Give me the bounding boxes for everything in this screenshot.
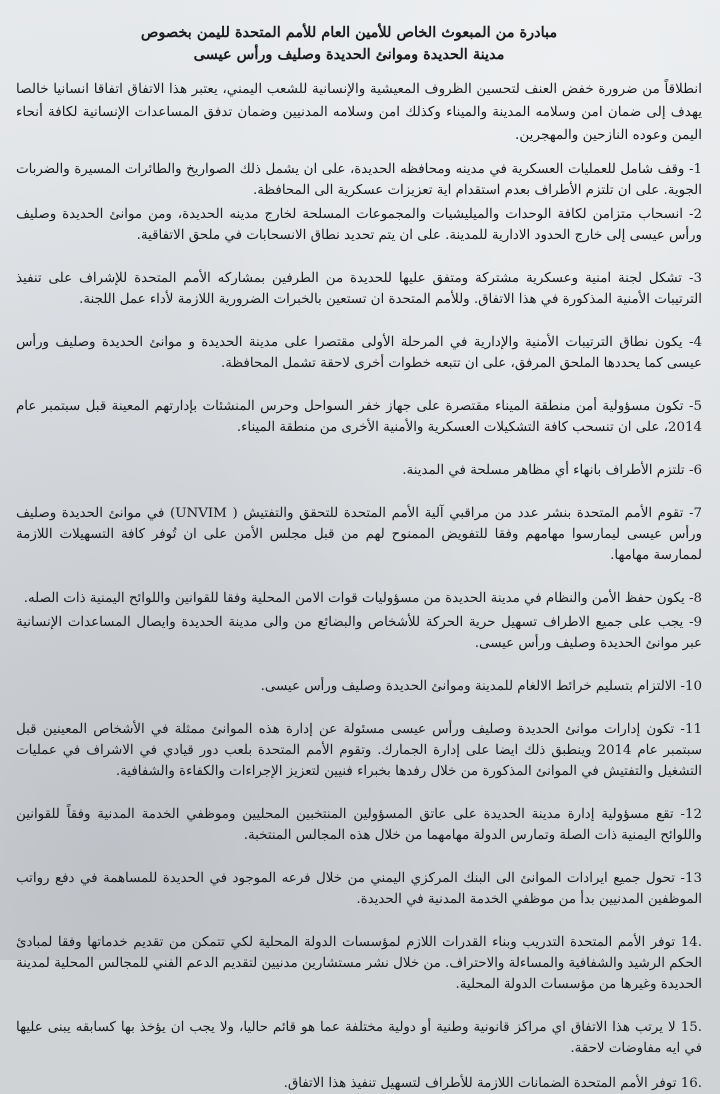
item-number: 8-	[688, 591, 702, 606]
item-text: توفر الأمم المتحدة الضمانات اللازمة للأطراف لتسهيل تنفيذ هذا الاتفاق.	[283, 1076, 677, 1091]
item-6	[16, 460, 702, 481]
item-number: 12-	[680, 807, 702, 822]
item-1	[16, 159, 702, 201]
item-text: تكون إدارات موانئ الحديدة وصليف ورأس عيسى مسئولة عن إدارة هذه الموانئ ممثلة في الأشخاص المعينين قبل سبتمبر عام 2014 وينطبق ذلك ايضا على إدارة الجمارك. وتقوم الأمم المتحدة بلعب دور قيادي في الاشراف في عمليات التشغيل والتفتيش في الموانئ المذكورة من خلال رفدها بخبراء فنيين لتعزيز الإجراءات والكفاءة والشفافية.	[16, 722, 702, 779]
item-12	[16, 804, 702, 846]
item-number: 2-	[688, 207, 702, 222]
item-number: 9-	[688, 615, 702, 630]
item-text: يجب على جميع الاطراف تسهيل حرية الحركة للأشخاص والبضائع من والى مدينة الحديدة وايصال المساعدات الإنسانية عبر موانئ الحديدة وصليف ورأس عيسى.	[16, 615, 702, 651]
item-text: توفر الأمم المتحدة التدريب وبناء القدرات اللازم لمؤسسات الدولة المحلية لكي تتمكن من تقديم خدماتها وفقا لمبادئ الحكم الرشيد والشفافية والمساءلة والاحتراف. من خلال نشر مستشارين مدنيين لتقديم الدعم الفني للمجالس المحلية لمدينة الحديدة وغيرها من مؤسسات الدولة المحلية.	[16, 935, 702, 992]
item-text: لا يرتب هذا الاتفاق اي مراكز قانونية وطنية أو دولية مختلفة عما هو قائم حاليا، ولا يجب ان يؤخذ بها كسابقه يبنى عليها في ايه مفاوضات لاحقة.	[16, 1020, 702, 1056]
item-number: .14	[680, 935, 702, 950]
item-3	[16, 268, 702, 310]
item-16	[16, 1073, 702, 1094]
item-number: 13-	[680, 871, 702, 886]
item-number: 1-	[688, 162, 702, 177]
item-text: الالتزام بتسليم خرائط الالغام للمدينة وموانئ الحديدة وصليف ورأس عيسى.	[260, 679, 677, 694]
item-number: 4-	[688, 335, 702, 350]
item-text: تلتزم الأطراف بانهاء أي مظاهر مسلحة في المدينة.	[402, 463, 685, 478]
item-number: .15	[680, 1020, 703, 1035]
item-text: انسحاب متزامن لكافة الوحدات والميليشيات والمجموعات المسلحة لخارج مدينه الحديدة، ومن موانئ الحديدة وصليف ورأس عيسى إلى خارج الحدود الادارية للمدينة. على ان يتم تحديد نطاق الانسحابات في ملحق الاتفاقية.	[16, 207, 702, 243]
item-number: 11-	[680, 722, 702, 737]
item-4	[16, 332, 702, 374]
item-text: تكون مسؤولية أمن منطقة الميناء مقتصرة على جهاز خفر السواحل وحرس المنشئات بإدارتهم المعينة قبل سبتمبر عام 2014، على ان تنسحب كافة التشكيلات العسكرية والأمنية الأخرى من منطقة الميناء.	[16, 399, 702, 435]
item-text: يكون نطاق الترتيبات الأمنية والإدارية في المرحلة الأولى مقتصرا على مدينة الحديدة و موانئ الحديدة وصليف ورأس عيسى كما يحددها الملحق المرفق، على ان تتبعه خطوات أخرى لاحقة تشمل المحافظة.	[16, 335, 702, 371]
item-10	[16, 676, 702, 697]
item-15	[16, 1017, 702, 1059]
item-text: تقوم الأمم المتحدة بنشر عدد من مراقبي آلية الأمم المتحدة للتحقق والتفتيش ( UNVIM) في موانئ الحديدة وصليف ورأس عيسى ليمارسوا مهامهم وفقا للتفويض الممنوح لهم من قبل مجلس الأمن على ان تُوفر كافة التسهيلات اللازمة لممارسة مهامها.	[16, 506, 702, 563]
item-number: .16	[680, 1076, 702, 1091]
item-11	[16, 719, 702, 782]
item-number: 3-	[688, 271, 703, 286]
item-2	[16, 204, 702, 246]
item-number: 5-	[688, 399, 702, 414]
title-line-2: مدينة الحديدة وموانئ الحديدة وصليف ورأس عيسى	[193, 46, 505, 63]
item-text: تشكل لجنة امنية وعسكرية مشتركة ومتفق عليها للحديدة من الطرفين بمشاركه الأمم المتحدة للإشراف على تنفيذ الترتيبات الأمنية المذكورة في هذا الاتفاق. وللأمم المتحدة ان تستعين بالخبرات الضرورية اللازمة لأداء عمل اللجنة.	[16, 271, 702, 307]
item-text: وقف شامل للعمليات العسكرية في مدينه ومحافظه الحديدة، على ان يشمل ذلك الصواريخ والطائرات المسيرة والضربات الجوية. على ان تلتزم الأطراف بعدم استقدام اية تعزيزات عسكرية الى المحافظة.	[16, 162, 702, 198]
title-line-1: مبادرة من المبعوث الخاص للأمين العام للأمم المتحدة لليمن بخصوص	[140, 24, 558, 41]
document-title	[56, 22, 642, 66]
intro-paragraph: انطلاقاً من ضرورة خفض العنف لتحسين الظروف المعيشية والإنسانية للشعب اليمني، يعتبر هذا الاتفاق اتفاقا انسانيا خالصا يهدف إلى ضمان امن وسلامه المدينة والميناء وكذلك امن وسلامه المدنيين وضمان تدفق المساعدات الإنسانية لكافة أنحاء اليمن وعوده النازحين والمهجرين.	[16, 81, 702, 143]
item-text: يكون حفظ الأمن والنظام في مدينة الحديدة من مسؤوليات قوات الامن المحلية وفقا للقوانين واللوائح اليمنية ذات الصله.	[23, 591, 685, 606]
item-text: تقع مسؤولية إدارة مدينة الحديدة على عاتق المسؤولين المنتخبين المحليين وموظفي الخدمة المدنية وفقاً للقوانين واللوائح اليمنية ذات الصلة وتمارس الدولة مهامهما من خلال هذه المجالس المنتخبة.	[16, 807, 702, 843]
item-text: تحول جميع ايرادات الموانئ الى البنك المركزي اليمني من خلال فرعه الموجود في الحديدة للمساهمة في دفع رواتب الموظفين المدنيين بدأ من موظفي الخدمة المدنية في الحديدة.	[16, 871, 702, 907]
item-number: 6-	[688, 463, 702, 478]
item-number: 10-	[680, 679, 702, 694]
item-8	[16, 588, 702, 609]
item-14	[16, 932, 702, 995]
item-7	[16, 503, 702, 566]
item-13	[16, 868, 702, 910]
item-9	[16, 612, 702, 654]
item-5	[16, 396, 702, 438]
item-number: 7-	[688, 506, 702, 521]
